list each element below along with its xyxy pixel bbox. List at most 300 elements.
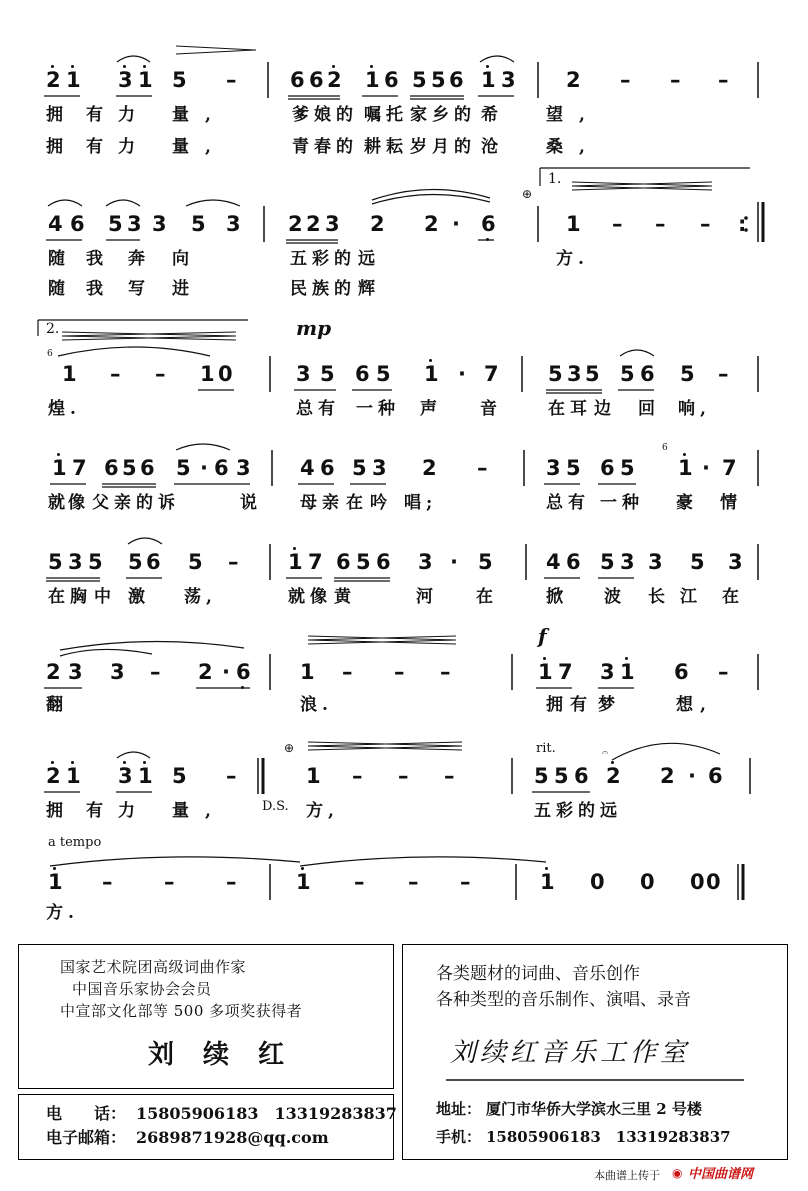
note: 6	[320, 456, 335, 480]
lyric-char: 有	[570, 695, 587, 715]
note: 0	[218, 362, 233, 386]
hairpin-decrescendo	[176, 46, 256, 54]
lyric-char: 力	[118, 137, 135, 157]
lyric-char: 五	[290, 249, 307, 269]
dash-note: –	[164, 870, 175, 894]
lyric-char: 的	[454, 105, 471, 125]
lyric-char: ;	[426, 493, 433, 513]
lyric-char: 族	[312, 279, 329, 299]
studio-name: 刘续红音乐工作室	[450, 1038, 691, 1068]
note: 2	[327, 68, 342, 92]
lyric-char: 辉	[358, 279, 375, 299]
studio-service-2: 各种类型的音乐制作、演唱、录音	[436, 990, 691, 1010]
note: 1	[424, 362, 439, 386]
lyric-char: 远	[358, 249, 375, 269]
lyric-char: 想	[676, 695, 693, 715]
lyric-char: 民	[290, 279, 307, 299]
note: 5	[620, 362, 635, 386]
lyric-char: 向	[172, 249, 189, 269]
note: 2	[606, 764, 621, 788]
lyric-char: 梦	[598, 695, 615, 715]
lyric-char: ,	[700, 695, 706, 715]
note: 2	[422, 456, 437, 480]
note: 6	[574, 764, 589, 788]
octave-up-dot	[370, 65, 373, 68]
note: 3	[296, 362, 311, 386]
octave-up-dot	[123, 761, 126, 764]
note: 6	[146, 550, 161, 574]
lyric-char: 沧	[481, 137, 498, 157]
lyric-char: 吟	[370, 493, 387, 513]
dash-note: –	[342, 660, 353, 684]
note: 3	[418, 550, 433, 574]
note: 7	[558, 660, 573, 684]
lyric-char: 耳	[570, 399, 587, 419]
note: 5	[412, 68, 427, 92]
lyric-char: 有	[86, 105, 103, 125]
lyric-char: 岁	[410, 137, 427, 157]
lyric-char: 掀	[546, 587, 563, 607]
octave-up-dot	[71, 65, 74, 68]
dot-note: ·	[702, 456, 710, 480]
lyric-char: 桑	[546, 137, 563, 157]
note: 3	[118, 764, 133, 788]
site-name: 中国曲谱网	[688, 1167, 754, 1182]
note: 1	[66, 764, 81, 788]
lyric-char: 拥	[46, 801, 63, 821]
note: 3	[110, 660, 125, 684]
note: 6	[640, 362, 655, 386]
a-tempo: a tempo	[48, 835, 102, 850]
note: 3	[68, 660, 83, 684]
hairpin-crescendo	[308, 636, 456, 644]
mobile-label: 手机：	[436, 1128, 482, 1146]
lyric-char: 种	[622, 493, 639, 513]
note: 1	[300, 660, 315, 684]
lyric-char: 拥	[46, 105, 63, 125]
slur	[186, 200, 240, 206]
lyric-char: 在	[346, 493, 363, 513]
lyric-char: 耘	[386, 137, 403, 157]
note: 3	[648, 550, 663, 574]
lyric-char: 的	[336, 137, 353, 157]
lyric-char: 的	[136, 493, 153, 513]
note: 5	[188, 550, 203, 574]
lyric-char: 有	[86, 137, 103, 157]
lyric-char: 写	[128, 279, 145, 299]
grace-note-6: 6	[47, 349, 53, 359]
note: 1	[52, 456, 67, 480]
dash-note: –	[226, 870, 237, 894]
slur	[480, 56, 514, 62]
lyric-char: ,	[205, 801, 211, 821]
note: 3	[127, 212, 142, 236]
lyric-char: 激	[128, 587, 145, 607]
site-logo-icon: ◉	[672, 1166, 683, 1180]
note: :	[738, 212, 747, 236]
note: 1	[48, 870, 63, 894]
note: 1	[566, 212, 581, 236]
note: 6	[290, 68, 305, 92]
note: 3	[226, 212, 241, 236]
lyric-char: 的	[336, 105, 353, 125]
dash-note: –	[670, 68, 681, 92]
note: 2	[46, 68, 61, 92]
lyric-char: 月	[432, 137, 449, 157]
note: 5	[88, 550, 103, 574]
lyric-char: 爹	[292, 105, 309, 125]
lyric-char: 河	[416, 587, 433, 607]
octave-down-dot	[486, 238, 489, 241]
note: 5	[554, 764, 569, 788]
note: 5	[585, 362, 600, 386]
lyric-char: 乡	[432, 105, 449, 125]
note: 3	[68, 550, 83, 574]
lyric-char: 像	[68, 493, 85, 513]
segno-coda-icon: ⊕	[284, 741, 295, 755]
note: 5	[176, 456, 191, 480]
lyric-char: 豪	[676, 493, 693, 513]
note: 6	[309, 68, 324, 92]
note: 5	[478, 550, 493, 574]
lyric-char: 总	[546, 493, 563, 513]
slur	[58, 347, 210, 356]
note: 4	[546, 550, 561, 574]
dash-note: –	[718, 362, 729, 386]
note: 5	[356, 550, 371, 574]
lyric-char: 母	[300, 493, 317, 513]
note: 6	[70, 212, 85, 236]
tie	[372, 194, 490, 204]
lyric-char: 托	[386, 105, 403, 125]
note: 7	[72, 456, 87, 480]
lyric-char: 总	[296, 399, 313, 419]
slur	[620, 350, 654, 356]
lyric-char: 量	[172, 801, 189, 821]
dash-note: –	[398, 764, 409, 788]
dash-note: –	[612, 212, 623, 236]
email-label: 电子邮箱：	[46, 1128, 127, 1147]
dash-note: –	[718, 660, 729, 684]
note: 5	[352, 456, 367, 480]
author-title-3: 中宣部文化部等 500 多项奖获得者	[60, 1002, 303, 1020]
lyric-char: 随	[48, 279, 65, 299]
lyric-char: 荡	[184, 587, 201, 607]
note: 2	[660, 764, 675, 788]
octave-up-dot	[543, 657, 546, 660]
tie	[612, 743, 720, 760]
note: 1	[306, 764, 321, 788]
author-title-2: 中国音乐家协会会员	[72, 980, 212, 998]
phone-label: 电 话：	[46, 1104, 127, 1123]
volta-1: 1.	[548, 171, 562, 187]
hairpin-crescendo	[308, 742, 462, 750]
lyric-char: ,	[700, 399, 706, 419]
note: 3	[600, 660, 615, 684]
note: 6	[236, 660, 251, 684]
lyric-char: .	[578, 249, 584, 269]
note: 5	[680, 362, 695, 386]
lyric-char: 量	[172, 137, 189, 157]
note: 1	[288, 550, 303, 574]
octave-up-dot	[301, 867, 304, 870]
lyric-char: 回	[638, 399, 655, 419]
lyric-char: 方	[306, 801, 323, 821]
note: 6	[336, 550, 351, 574]
note: 3	[325, 212, 340, 236]
note: 6	[708, 764, 723, 788]
note: 3	[372, 456, 387, 480]
octave-up-dot	[71, 761, 74, 764]
note: 2	[424, 212, 439, 236]
note: 4	[300, 456, 315, 480]
hairpin-decrescendo	[308, 742, 462, 750]
note: 1	[62, 362, 77, 386]
lyric-char: 煌	[48, 399, 65, 419]
note: 5	[534, 764, 549, 788]
lyric-char: 家	[410, 105, 427, 125]
lyric-char: 拥	[546, 695, 563, 715]
note: 7	[722, 456, 737, 480]
note: 2	[46, 660, 61, 684]
lyric-char: 在	[48, 587, 65, 607]
slur	[60, 641, 244, 650]
note: 3	[501, 68, 516, 92]
lyric-char: 嘱	[364, 105, 381, 125]
dash-note: –	[354, 870, 365, 894]
lyric-char: 亲	[114, 493, 131, 513]
dot-note: ·	[200, 456, 208, 480]
note: 1	[620, 660, 635, 684]
note: 6	[674, 660, 689, 684]
lyric-char: 一	[600, 493, 617, 513]
lyric-char: 的	[334, 249, 351, 269]
note: 1	[538, 660, 553, 684]
lyric-char: 波	[604, 587, 621, 607]
lyric-char: 在	[548, 399, 565, 419]
dynamic-f: f	[538, 624, 547, 648]
note: 5	[376, 362, 391, 386]
note: 1	[200, 362, 215, 386]
note: 6	[384, 68, 399, 92]
note: 5	[690, 550, 705, 574]
lyric-char: 浪	[300, 695, 317, 715]
dash-note: –	[440, 660, 451, 684]
octave-up-dot	[51, 761, 54, 764]
note: 5	[122, 456, 137, 480]
tie	[300, 857, 546, 866]
note: 1	[365, 68, 380, 92]
note: 3	[118, 68, 133, 92]
lyric-char: 的	[454, 137, 471, 157]
dash-note: –	[460, 870, 471, 894]
slur	[117, 752, 150, 758]
dash-note: –	[620, 68, 631, 92]
octave-up-dot	[545, 867, 548, 870]
slur	[106, 200, 140, 206]
address-value: 厦门市华侨大学滨水三里 2 号楼	[486, 1100, 702, 1118]
note: 5	[191, 212, 206, 236]
author-title-1: 国家艺术院团高级词曲作家	[60, 958, 247, 976]
note: 1	[66, 68, 81, 92]
slur	[60, 649, 152, 656]
author-name: 刘 续 红	[148, 1040, 295, 1070]
note: 5	[431, 68, 446, 92]
lyric-char: 亲	[322, 493, 339, 513]
studio-service-1: 各类题材的词曲、音乐创作	[436, 964, 640, 984]
lyric-char: 有	[568, 493, 585, 513]
note: 1	[138, 764, 153, 788]
lyric-char: 力	[118, 801, 135, 821]
note: 5	[620, 456, 635, 480]
lyric-char: 音	[480, 399, 497, 419]
note: 6	[376, 550, 391, 574]
tie	[50, 857, 300, 866]
octave-up-dot	[683, 453, 686, 456]
dash-note: –	[700, 212, 711, 236]
lyric-char: 翻	[46, 695, 63, 715]
note: 0	[640, 870, 655, 894]
note: 1	[678, 456, 693, 480]
note: 6	[355, 362, 370, 386]
note: 3	[236, 456, 251, 480]
slur	[128, 538, 162, 544]
lyric-char: 方	[556, 249, 573, 269]
note: 5	[48, 550, 63, 574]
lyric-char: ,	[579, 137, 585, 157]
note: 0	[590, 870, 605, 894]
lyric-char: 有	[318, 399, 335, 419]
lyric-char: 响	[678, 399, 695, 419]
octave-up-dot	[143, 761, 146, 764]
octave-up-dot	[51, 65, 54, 68]
dynamic-mp: mp	[296, 316, 332, 340]
note: 1	[296, 870, 311, 894]
dash-note: –	[228, 550, 239, 574]
lyric-char: 春	[314, 137, 331, 157]
octave-up-dot	[429, 359, 432, 362]
segno-coda-icon: ⊕	[522, 187, 533, 201]
address-label: 地址：	[436, 1100, 482, 1118]
hairpin-decrescendo	[62, 332, 236, 340]
slur	[48, 200, 82, 206]
hairpin-crescendo	[62, 332, 236, 340]
dot-note: ·	[688, 764, 696, 788]
note: 5	[566, 456, 581, 480]
lyric-char: 我	[86, 249, 103, 269]
note: 6	[481, 212, 496, 236]
note: 2	[566, 68, 581, 92]
lyric-char: 父	[92, 493, 109, 513]
lyric-char: 就	[48, 493, 65, 513]
note: 6	[566, 550, 581, 574]
lyric-char: 耕	[364, 137, 381, 157]
lyric-char: 说	[240, 493, 257, 513]
dash-note: –	[477, 456, 488, 480]
lyric-char: ,	[205, 105, 211, 125]
lyric-char: 一	[356, 399, 373, 419]
note: 5	[172, 68, 187, 92]
dash-note: –	[110, 362, 121, 386]
lyric-char: 长	[648, 587, 665, 607]
note: 4	[48, 212, 63, 236]
octave-up-dot	[123, 65, 126, 68]
note: 3	[546, 456, 561, 480]
octave-up-dot	[293, 547, 296, 550]
lyric-char: 唱	[404, 493, 421, 513]
lyric-char: 望	[546, 105, 563, 125]
note: 6	[214, 456, 229, 480]
dash-note: –	[408, 870, 419, 894]
lyric-char: .	[70, 399, 76, 419]
slur	[117, 56, 150, 62]
lyric-char: .	[68, 903, 74, 923]
dash-note: –	[155, 362, 166, 386]
note: 5	[172, 764, 187, 788]
fermata-icon: 𝄐	[602, 746, 609, 759]
note: 5	[548, 362, 563, 386]
note: 1	[540, 870, 555, 894]
dot-note: ·	[450, 550, 458, 574]
dash-note: –	[718, 68, 729, 92]
note: 5	[108, 212, 123, 236]
lyric-char: ,	[579, 105, 585, 125]
dash-note: –	[226, 764, 237, 788]
lyric-char: ,	[206, 587, 212, 607]
lyric-char: 远	[600, 801, 617, 821]
dash-note: –	[394, 660, 405, 684]
note: 2	[370, 212, 385, 236]
note: 1	[481, 68, 496, 92]
dot-note: ·	[458, 362, 466, 386]
dash-note: –	[226, 68, 237, 92]
lyric-char: 的	[578, 801, 595, 821]
email-value: 2689871928@qq.com	[136, 1128, 329, 1147]
phone-value: 15805906183 13319283837	[136, 1104, 397, 1123]
dash-note: –	[444, 764, 455, 788]
note: 6	[449, 68, 464, 92]
dash-note: –	[150, 660, 161, 684]
note: 5	[320, 362, 335, 386]
lyric-char: .	[322, 695, 328, 715]
note: 6	[140, 456, 155, 480]
lyric-char: 在	[476, 587, 493, 607]
octave-up-dot	[53, 867, 56, 870]
lyric-char: 五	[534, 801, 551, 821]
lyric-char: 我	[86, 279, 103, 299]
mobile-value: 15805906183 13319283837	[486, 1128, 731, 1146]
ritardando: rit.	[536, 741, 556, 756]
volta-2: 2.	[46, 321, 60, 337]
lyric-char: 有	[86, 801, 103, 821]
note: 0	[706, 870, 721, 894]
hairpin-crescendo	[572, 182, 712, 190]
note: 2	[288, 212, 303, 236]
lyric-char: 随	[48, 249, 65, 269]
note: 5	[600, 550, 615, 574]
grace-note-6: 6	[662, 443, 668, 453]
lyric-char: ,	[328, 801, 334, 821]
octave-down-dot	[241, 686, 244, 689]
lyric-char: 希	[481, 105, 498, 125]
dot-note: ·	[222, 660, 230, 684]
lyric-char: 量	[172, 105, 189, 125]
dot-note: ·	[452, 212, 460, 236]
lyric-char: 就	[288, 587, 305, 607]
note: 3	[728, 550, 743, 574]
octave-up-dot	[611, 761, 614, 764]
lyric-char: 力	[118, 105, 135, 125]
